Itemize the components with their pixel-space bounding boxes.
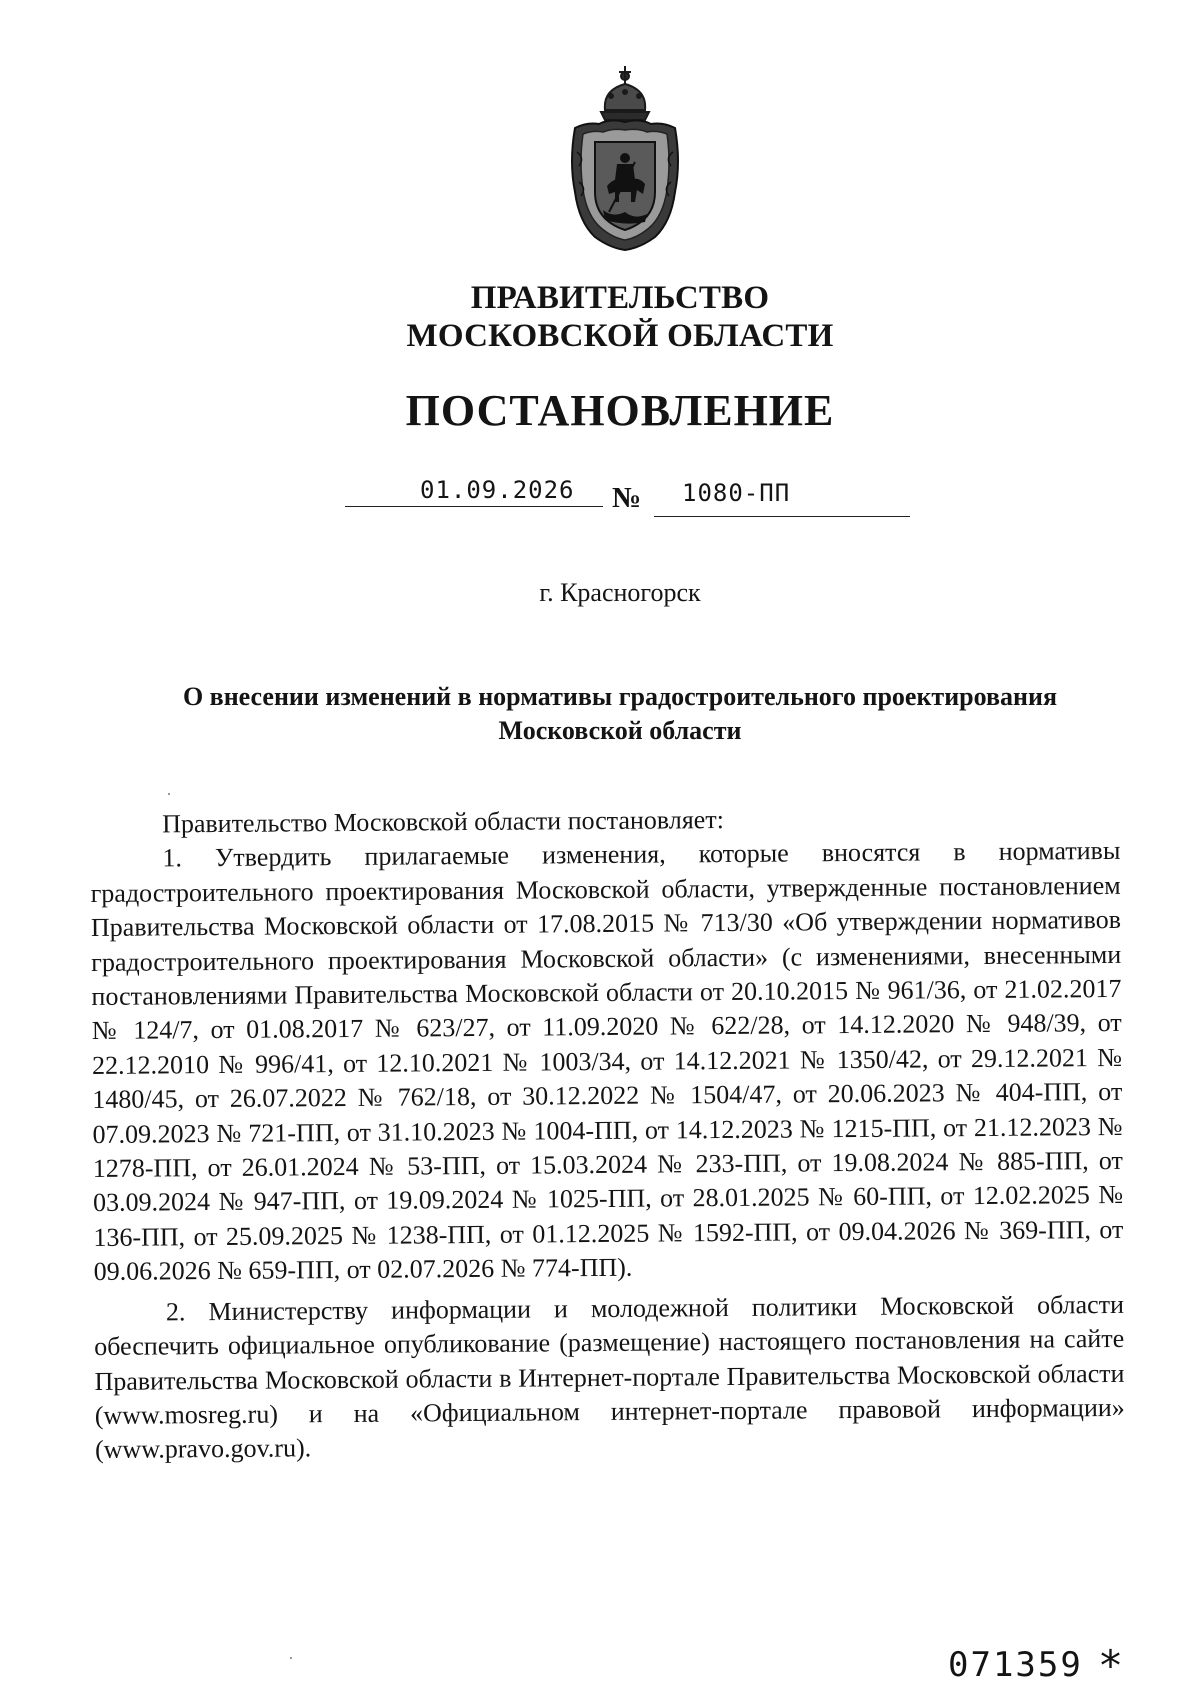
document-date: 01.09.2026	[420, 476, 575, 504]
scan-speck	[290, 1657, 292, 1659]
document-number: 1080-ПП	[682, 479, 791, 507]
asterisk-mark: *	[1100, 1641, 1121, 1690]
subject-line1: О внесении изменений в нормативы градостроительного проектирования	[182, 682, 1058, 711]
number-underline	[654, 516, 910, 517]
organization-name-line2: МОСКОВСКОЙ ОБЛАСТИ	[406, 318, 834, 354]
document-subject	[120, 680, 1120, 748]
moscow-oblast-coat-of-arms-icon	[565, 62, 685, 252]
date-underline	[345, 506, 603, 507]
document-body	[90, 800, 1125, 1468]
subject-line2: Московской области	[498, 716, 742, 745]
organization-name-line1: ПРАВИТЕЛЬСТВО	[470, 280, 770, 316]
body-item-2: 2. Министерству информации и молодежной политики Московской области обеспечить официальное опубликование (размещение) настоящего постановления на сайте Правительства Московской области в Интернет-портале Правительства Московской области (www.mosreg.ru) и на «Официальном интернет-портале правовой информации» (www.pravo.gov.ru).	[94, 1289, 1125, 1465]
body-preamble: Правительство Московской области постановляет:	[162, 805, 724, 839]
document-type-title: ПОСТАНОВЛЕНИЕ	[405, 386, 835, 435]
city-location: г. Красногорск	[539, 578, 701, 607]
body-item-1: 1. Утвердить прилагаемые изменения, которые вносятся в нормативы градостроительного проектирования Московской области, утвержденные постановлением Правительства Московской области от 17.08.2015 № 713/30 «Об утверждении нормативов градостроительного проектирования Московской области» (с изменениями, внесенными постановлениями Правительства Московской области от 20.10.2015 № 961/36, от 21.02.2017 № 124/7, от 01.08.2017 № 623/27, от 11.09.2020 № 622/28, от 14.12.2020 № 948/39, от 22.12.2010 № 996/41, от 12.10.2021 № 1003/34, от 14.12.2021 № 1350/42, от 29.12.2021 № 1480/45, от 26.07.2022 № 762/18, от 30.12.2022 № 1504/47, от 20.06.2023 № 404-ПП, от 07.09.2023 № 721-ПП, от 31.10.2023 № 1004-ПП, от 14.12.2023 № 1215-ПП, от 21.12.2023 № 1278-ПП, от 26.01.2024 № 53-ПП, от 15.03.2024 № 233-ПП, от 19.08.2024 № 885-ПП, от 03.09.2024 № 947-ПП, от 19.09.2024 № 1025-ПП, от 28.01.2025 № 60-ПП, от 12.02.2025 № 136-ПП, от 25.09.2025 № 1238-ПП, от 01.12.2025 № 1592-ПП, от 09.04.2026 № 369-ПП, от 09.06.2026 № 659-ПП, от 02.07.2026 № 774-ПП).	[90, 836, 1124, 1287]
scan-speck	[168, 793, 170, 795]
number-sign: №	[612, 482, 642, 514]
serial-number-stamp: 071359	[948, 1645, 1083, 1685]
